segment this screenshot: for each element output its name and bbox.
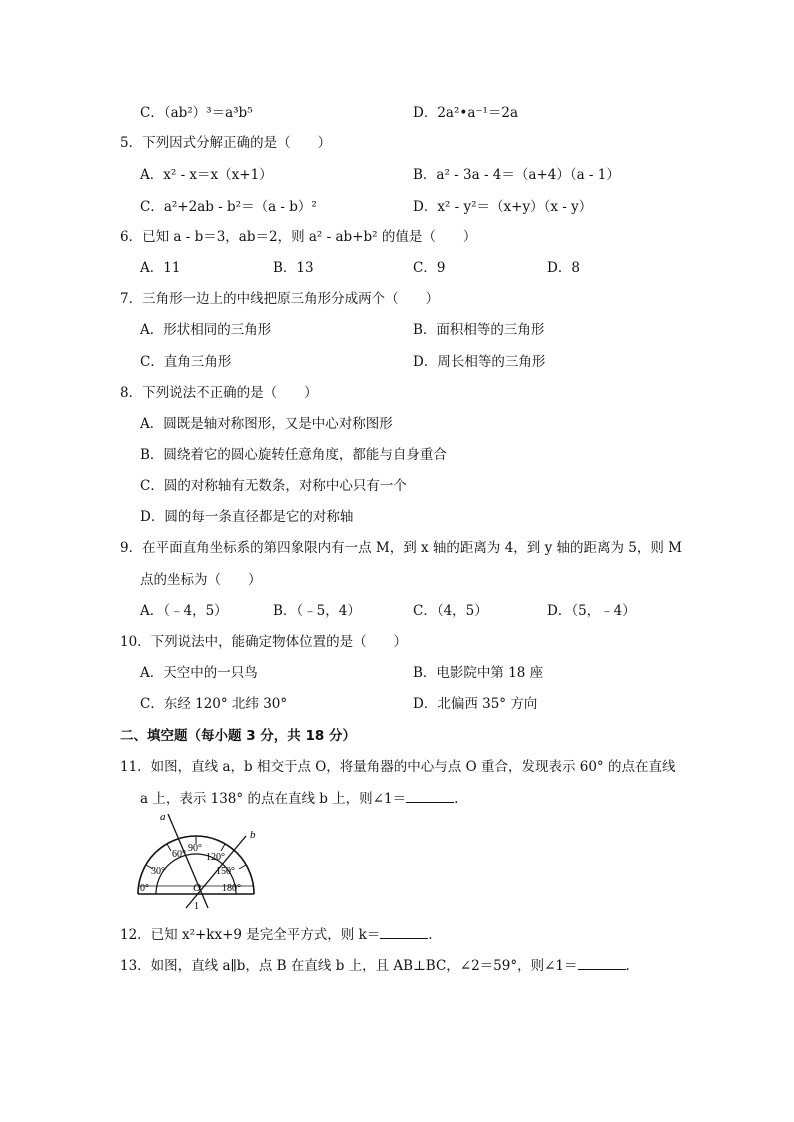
q8-option-c: C．圆的对称轴有无数条，对称中心只有一个 — [140, 478, 407, 494]
tick-label-180: 180° — [222, 883, 241, 894]
q5-stem: 5．下列因式分解正确的是（ ） — [120, 135, 332, 151]
q12-tail: . — [428, 927, 433, 943]
q9-stem-line1: 9．在平面直角坐标系的第四象限内有一点 M，到 x 轴的距离为 4，到 y 轴的距离为 5，则 M — [120, 540, 682, 556]
protractor-figure — [130, 812, 262, 912]
q4-option-c: C．（ab²）³＝a³b⁵ — [140, 105, 253, 121]
q11-stem-line2 — [140, 790, 458, 808]
q11-stem-line1: 11．如图，直线 a，b 相交于点 O，将量角器的中心与点 O 重合，发现表示 60° 的点在直线 — [120, 759, 676, 775]
q7-option-b: B．面积相等的三角形 — [413, 322, 545, 338]
label-line-a: a — [160, 812, 166, 823]
q12-stem-line — [120, 926, 433, 944]
q9-stem-line2: 点的坐标为（ ） — [140, 572, 262, 588]
q8-option-d: D．圆的每一条直径都是它的对称轴 — [140, 509, 354, 525]
q6-stem: 6．已知 a - b＝3，ab＝2，则 a² - ab+b² 的值是（ ） — [120, 229, 477, 245]
tick-label-150: 150° — [216, 866, 235, 877]
q8-option-a: A．圆既是轴对称图形，又是中心对称图形 — [140, 416, 393, 432]
tick-label-90: 90° — [188, 843, 202, 854]
q9-option-b: B．（﹣5，4） — [273, 603, 361, 619]
tick-label-0: 0° — [140, 883, 149, 894]
q9-option-c: C．（4，5） — [413, 603, 488, 619]
q13-tail: . — [625, 958, 630, 974]
q7-option-d: D．周长相等的三角形 — [413, 354, 546, 370]
q10-option-b: B．电影院中第 18 座 — [413, 665, 544, 681]
q10-option-a: A．天空中的一只鸟 — [140, 665, 258, 681]
q6-option-c: C．9 — [413, 260, 446, 276]
q8-stem: 8．下列说法不正确的是（ ） — [120, 385, 318, 401]
label-angle-1: 1 — [194, 901, 199, 912]
tick-label-60: 60° — [172, 849, 186, 860]
q4-option-d: D．2a²•a⁻¹＝2a — [413, 105, 519, 121]
q7-option-c: C．直角三角形 — [140, 354, 232, 370]
q10-stem: 10．下列说法中，能确定物体位置的是（ ） — [120, 634, 408, 650]
q13-answer-blank[interactable] — [578, 957, 626, 970]
q10-option-c: C．东经 120° 北纬 30° — [140, 696, 288, 712]
q9-option-d: D．（5，﹣4） — [547, 603, 636, 619]
q12-answer-blank[interactable] — [380, 926, 428, 939]
q11-stem-text: a 上，表示 138° 的点在直线 b 上，则∠1＝ — [140, 791, 407, 807]
q5-option-d: D．x² - y²＝（x+y）（x - y） — [413, 199, 593, 215]
q6-option-b: B．13 — [273, 260, 314, 276]
tick-label-120: 120° — [206, 852, 225, 863]
q5-option-b: B．a² - 3a - 4＝（a+4）（a - 1） — [413, 167, 620, 183]
q13-stem-text: 13．如图，直线 a∥b，点 B 在直线 b 上，且 AB⊥BC，∠2＝59°，则∠1＝ — [120, 958, 578, 974]
q5-option-a: A．x² - x＝x（x+1） — [140, 167, 273, 183]
q6-option-d: D．8 — [547, 260, 580, 276]
q12-stem-text: 12．已知 x²+kx+9 是完全平方式，则 k＝ — [120, 927, 381, 943]
q7-option-a: A．形状相同的三角形 — [140, 322, 272, 338]
q9-option-a: A．（﹣4，5） — [140, 603, 228, 619]
q8-option-b: B．圆绕着它的圆心旋转任意角度，都能与自身重合 — [140, 447, 447, 463]
q11-tail: . — [454, 791, 459, 807]
q11-answer-blank[interactable] — [406, 790, 454, 803]
section-fill-in-blank-heading: 二、填空题（每小题 3 分，共 18 分） — [120, 728, 356, 744]
label-center-o: O — [193, 882, 201, 894]
q7-stem: 7．三角形一边上的中线把原三角形分成两个（ ） — [120, 291, 440, 307]
label-line-b: b — [250, 829, 256, 841]
tick-label-30: 30° — [151, 866, 165, 877]
q6-option-a: A．11 — [140, 260, 181, 276]
q13-stem-line — [120, 957, 630, 975]
q5-option-c: C．a²+2ab - b²＝（a - b）² — [140, 199, 317, 215]
q10-option-d: D．北偏西 35° 方向 — [413, 696, 538, 712]
